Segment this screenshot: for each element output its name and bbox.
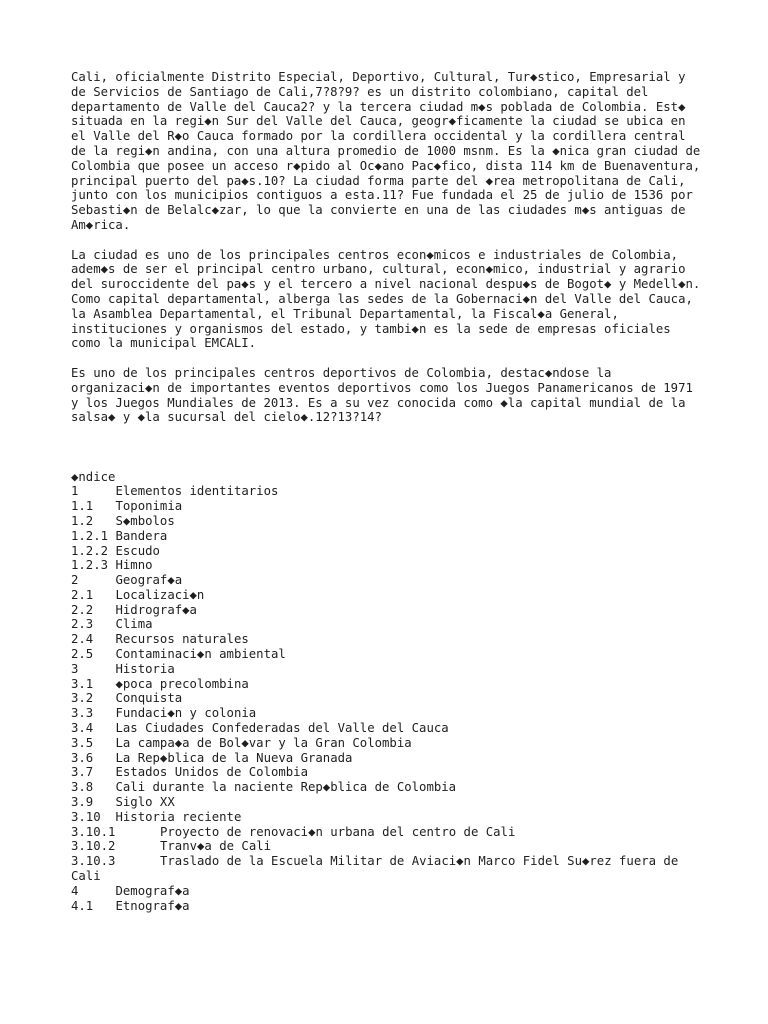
toc-number: 1.2.1 (71, 528, 109, 543)
toc-item (71, 839, 701, 854)
toc-number: 3.9 (71, 795, 94, 810)
toc-label: Recursos naturales (115, 632, 249, 647)
toc-number: 2.3 (71, 617, 94, 632)
toc-item (71, 588, 701, 603)
toc-number: 3.1 (71, 676, 94, 691)
toc-label: Demograf◆a (115, 883, 190, 898)
toc-number: 1.2.2 (71, 543, 109, 558)
toc-item (71, 884, 701, 899)
toc-label: Tranv◆a de Cali (160, 839, 272, 854)
toc-label: Conquista (115, 691, 183, 706)
toc-number: 1 (71, 484, 79, 499)
toc-item (71, 573, 701, 588)
toc-label: Himno (115, 558, 153, 573)
toc-number: 3.10.3 (71, 854, 116, 869)
toc-item (71, 484, 701, 499)
toc-number: 2.5 (71, 647, 94, 662)
toc-item (71, 558, 701, 573)
section-gap (71, 440, 701, 470)
toc-label: Fundaci◆n y colonia (115, 706, 257, 721)
toc-label: ◆poca precolombina (115, 676, 249, 691)
toc-number: 1.1 (71, 499, 94, 514)
toc-label: Localizaci◆n (115, 587, 205, 602)
toc-number: 2.1 (71, 587, 94, 602)
toc-label: La campa◆a de Bol◆var y la Gran Colombia (115, 735, 412, 750)
sports-paragraph: Es uno de los principales centros deportivos de Colombia, destac◆ndose la organizaci◆n de importantes eventos deportivos como los Juegos Panamericanos de 1971 y los Juegos Mundiales de 2013. Es a su vez conocida como ◆la capital mundial de la salsa◆ y ◆la sucursal del cielo◆.12?13?14? (71, 365, 701, 425)
toc-number: 3.10 (71, 809, 101, 824)
toc-item (71, 499, 701, 514)
toc-number: 3.6 (71, 750, 94, 765)
toc-label: Proyecto de renovaci◆n urbana del centro de Cali (160, 824, 516, 839)
toc-item (71, 810, 701, 825)
toc-number: 2 (71, 573, 79, 588)
toc-item (71, 706, 701, 721)
toc-label: Cali durante la naciente Rep◆blica de Colombia (115, 780, 457, 795)
economy-paragraph: La ciudad es uno de los principales centros econ◆micos e industriales de Colombia, adem◆s de ser el principal centro urbano, cultural, econ◆mico, industrial y agrario del suroccidente del pa◆s y el tercero a nivel nacional despu◆s de Bogot◆ y Medell◆n. Como capital departamental, alberga las sedes de la Gobernaci◆n del Valle del Cauca, la Asamblea Departamental, el Tribunal Departamental, la Fiscal◆a General, instituciones y organismos del estado, y tambi◆n es la sede de empresas oficiales como la municipal EMCALI. (71, 247, 708, 351)
toc-number: 3.3 (71, 706, 94, 721)
toc-item (71, 662, 701, 677)
toc-item (71, 825, 701, 840)
toc-item (71, 854, 701, 869)
toc-label: Elementos identitarios (115, 484, 279, 499)
toc-item (71, 544, 701, 559)
toc-label: Contaminaci◆n ambiental (115, 647, 286, 662)
table-of-contents (71, 470, 701, 914)
toc-label: S◆mbolos (115, 513, 175, 528)
toc-label: Toponimia (115, 499, 183, 514)
intro-paragraph: Cali, oficialmente Distrito Especial, Deportivo, Cultural, Tur◆stico, Empresarial y de Servicios de Santiago de Cali,7?8?9? es un distrito colombiano, capital del departamento de Valle del Cauca2? y la tercera ciudad m◆s poblada de Colombia. Est◆ situada en la regi◆n Sur del Valle del Cauca, geogr◆ficamente la ciudad se ubica en el Valle del R◆o Cauca formado por la cordillera occidental y la cordillera central de la regi◆n andina, con una altura promedio de 1000 msnm. Es la ◆nica gran ciudad de Colombia que posee un acceso r◆pido al Oc◆ano Pac◆fico, dista 114 km de Buenaventura, principal puerto del pa◆s.10? La ciudad forma parte del ◆rea metropolitana de Cali, junto con los municipios contiguos a esta.11? Fue fundada el 25 de julio de 1536 por Sebasti◆n de Belalc◆zar, lo que la convierte en una de las ciudades m◆s antiguas de Am◆rica. (71, 70, 708, 232)
toc-number: 2.4 (71, 632, 94, 647)
toc-label: Geograf◆a (115, 573, 183, 588)
toc-item (71, 751, 701, 766)
toc-label: Historia reciente (115, 809, 242, 824)
toc-label: Estados Unidos de Colombia (115, 765, 308, 780)
toc-label: Bandera (115, 528, 168, 543)
toc-number: 3.10.2 (71, 839, 116, 854)
toc-item (71, 795, 701, 810)
toc-number: 3.5 (71, 735, 94, 750)
toc-number: 3 (71, 661, 79, 676)
toc-label: Hidrograf◆a (115, 602, 197, 617)
toc-item (71, 736, 701, 751)
toc-number: 3.2 (71, 691, 94, 706)
toc-number: 1.2 (71, 513, 94, 528)
toc-number: 4.1 (71, 898, 94, 913)
toc-number: 3.8 (71, 780, 94, 795)
toc-item (71, 603, 701, 618)
toc-label: Clima (115, 617, 153, 632)
toc-number: 1.2.3 (71, 558, 109, 573)
toc-item (71, 514, 701, 529)
toc-label: Etnograf◆a (115, 898, 190, 913)
toc-item (71, 647, 701, 662)
toc-item (71, 721, 701, 736)
toc-item (71, 632, 701, 647)
toc-heading: ◆ndice (71, 469, 116, 484)
toc-item (71, 529, 701, 544)
toc-item (71, 765, 701, 780)
toc-item (71, 899, 701, 914)
toc-label: Historia (115, 661, 175, 676)
toc-item (71, 691, 701, 706)
toc-label: Siglo XX (115, 795, 175, 810)
toc-item (71, 677, 701, 692)
toc-number: 4 (71, 883, 79, 898)
toc-label-continuation: Cali (71, 869, 101, 884)
toc-number: 3.7 (71, 765, 94, 780)
document-page (71, 70, 708, 913)
toc-item (71, 780, 701, 795)
toc-number: 3.10.1 (71, 824, 116, 839)
toc-label: La Rep◆blica de la Nueva Granada (115, 750, 353, 765)
toc-number: 3.4 (71, 721, 94, 736)
toc-label: Escudo (115, 543, 160, 558)
toc-number: 2.2 (71, 602, 94, 617)
toc-label: Traslado de la Escuela Militar de Aviaci◆n Marco Fidel Su◆rez fuera de (160, 854, 679, 869)
toc-item (71, 617, 701, 632)
toc-label: Las Ciudades Confederadas del Valle del Cauca (115, 721, 449, 736)
